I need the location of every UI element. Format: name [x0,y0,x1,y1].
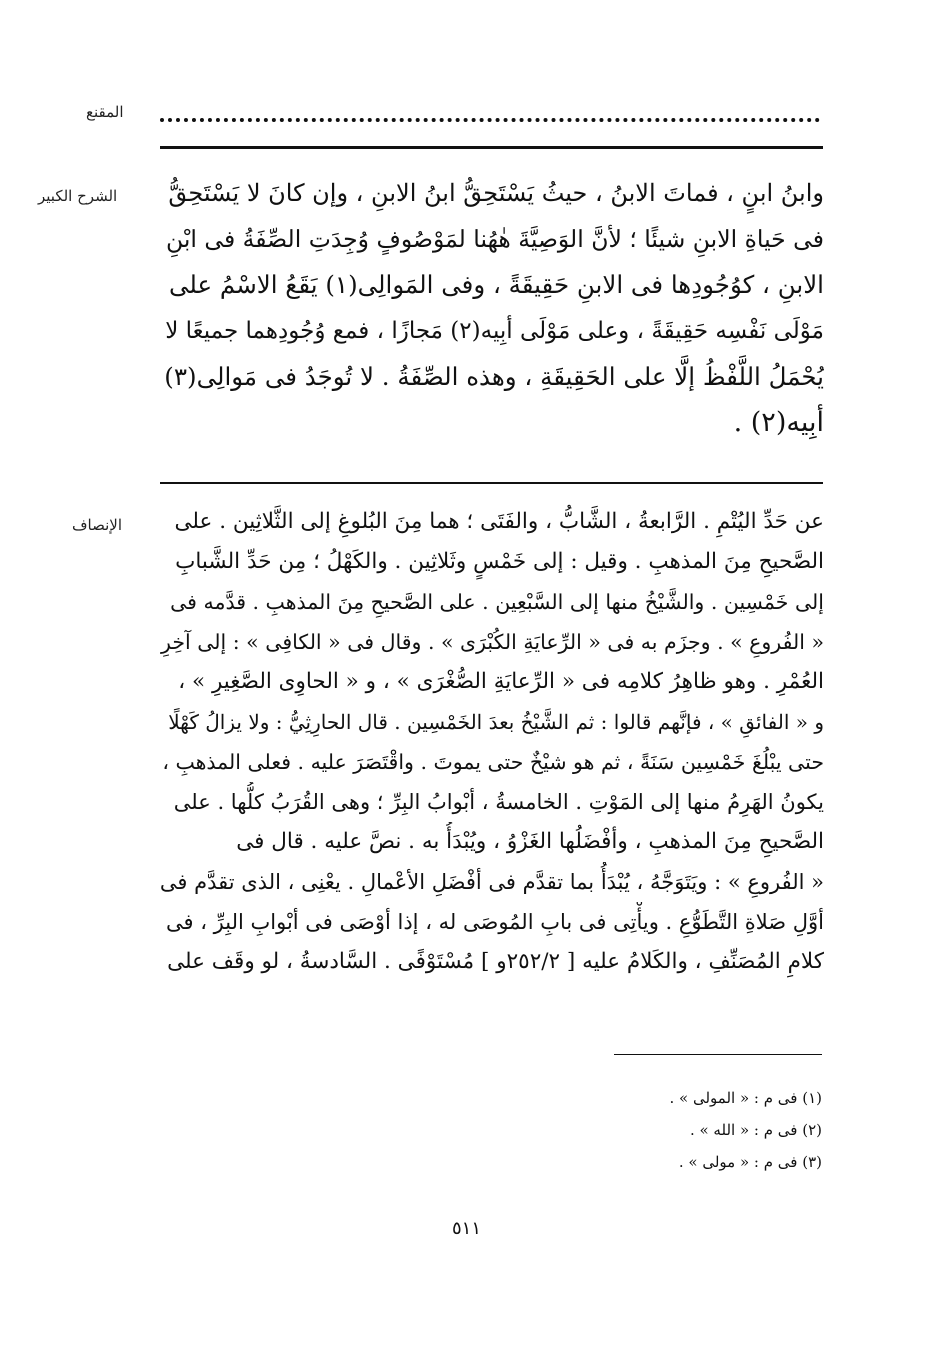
sharh-line: وابنُ ابنٍ ، فماتَ الابنُ ، حيثُ يَسْتَحِقُّ ابنُ الابنِ ، وإن كانَ لا يَسْتَحِقُّ [168,179,824,207]
insaf-line: و « الفائقِ » ، فإنَّهم قالوا : ثم الشَّيْخُ بعدَ الخَمْسِين . قال الحارِثِيُّ : ولا يزالُ كَهْلًا [168,710,824,734]
dotted-separator [160,112,820,122]
insaf-line: عن حَدِّ اليُتْمِ . الرَّابعةُ ، الشَّابُّ ، والفَتَى ؛ هما مِنَ البُلوغِ إلى الثَّلاثِين . على [174,509,824,534]
header-rule [160,146,823,149]
insaf-line: « الفُروعِ » . وجزَم به فى « الرِّعايَةِ الكُبْرَى » . وقال فى « الكافِى » : إلى آخِرِ [161,630,824,654]
insaf-line: كلامِ المُصَنِّفِ ، والكَلامُ عليه [ ٢٥٢/٢و ] مُسْتَوْفًى . السَّادسةُ ، لو وقَف على [167,949,824,974]
insaf-line: أوَّلِ صَلاةِ التَّطَوُّعِ . ويأْتِى فى بابِ المُوصَى له ، إذا أوْصَى فى أبْوابِ البِرِّ ، فى [165,910,824,934]
sharh-line: يُحْمَلُ اللَّفْظُ إلَّا على الحَقِيقَةِ ، وهذه الصِّفَةُ . لا تُوجَدُ فى مَوالِى(٣) [164,362,824,391]
insaf-line: الصَّحيحِ مِنَ المذهبِ . وقيل : إلى خَمْسٍ وثَلاثِين . والكَهْلُ ؛ مِن حَدِّ الشَّبابِ [175,549,824,574]
insaf-line: « الفُروعِ » : ويَتَوَجَّهُ ، يُبْدَأُ بما تقدَّم فى أفْضَلِ الأعْمالِ . يعْنِى ، الذى تقدَّم فى [160,870,824,894]
footnote: (١) فى م : « المولى » . [669,1089,822,1107]
page-number: ٥١١ [451,1218,481,1239]
footnote: (٣) فى م : « مولى » . [678,1153,822,1171]
insaf-text-block [160,502,824,982]
footnote: (٢) فى م : « الله » . [689,1121,822,1139]
sharh-line: فى حَياةِ الابنِ شيئًا ؛ لأنَّ الوَصِيَّةَ هٰهُنا لمَوْصُوفٍ وُجِدَتِ الصِّفَةُ فى ابْنِ [165,225,824,253]
insaf-section-label: الإنصاف [72,516,123,534]
insaf-line: إلى خَمْسِين . والشَّيْخُ منها إلى السَّبْعِين . على الصَّحيحِ مِنَ المذهبِ . قدَّمه فى [170,590,824,614]
section-divider [160,482,823,484]
sharh-line: أبِيه(٢) . [733,407,824,438]
running-header-label: المقنع [86,103,124,121]
sharh-line: مَوْلَى نَفْسِه حَقِيقَةً ، وعلى مَوْلَى أبِيه(٢) مَجازًا ، فمع وُجُودِهما جميعًا لا [165,318,824,344]
sharh-text-block [160,170,824,446]
insaf-line: يكونُ الهَرِمُ منها إلى المَوْتِ . الخامسةُ ، أبْوابُ البِرِّ ؛ وهى القُرَبُ كلُّها . على [173,790,824,814]
sharh-line: الابنِ ، كوُجُودِها فى الابنِ حَقِيقَةً ، وفى المَوالِى(١) يَقَعُ الاسْمُ على [168,270,824,299]
insaf-line: الصَّحيحِ مِنَ المذهبِ ، وأفْضَلُها الغَزْوُ ، ويُبْدَأُ به . نصَّ عليه . قال فى [236,829,824,854]
sharh-section-label: الشرح الكبير [38,187,118,205]
insaf-line: العُمْرِ . وهو ظاهِرُ كلامِه فى « الرِّعايَةِ الصُّغْرَى » ، و « الحاوِى الصَّغِيرِ » ، [178,669,824,694]
footnote-rule [614,1054,822,1055]
footnotes [560,1082,822,1178]
insaf-line: حتى يبْلُغَ خَمْسِين سَنَةً ، ثم هو شيْخٌ حتى يموتَ . واقْتَصَرَ عليه . فعلى المذهبِ ، [162,750,824,774]
